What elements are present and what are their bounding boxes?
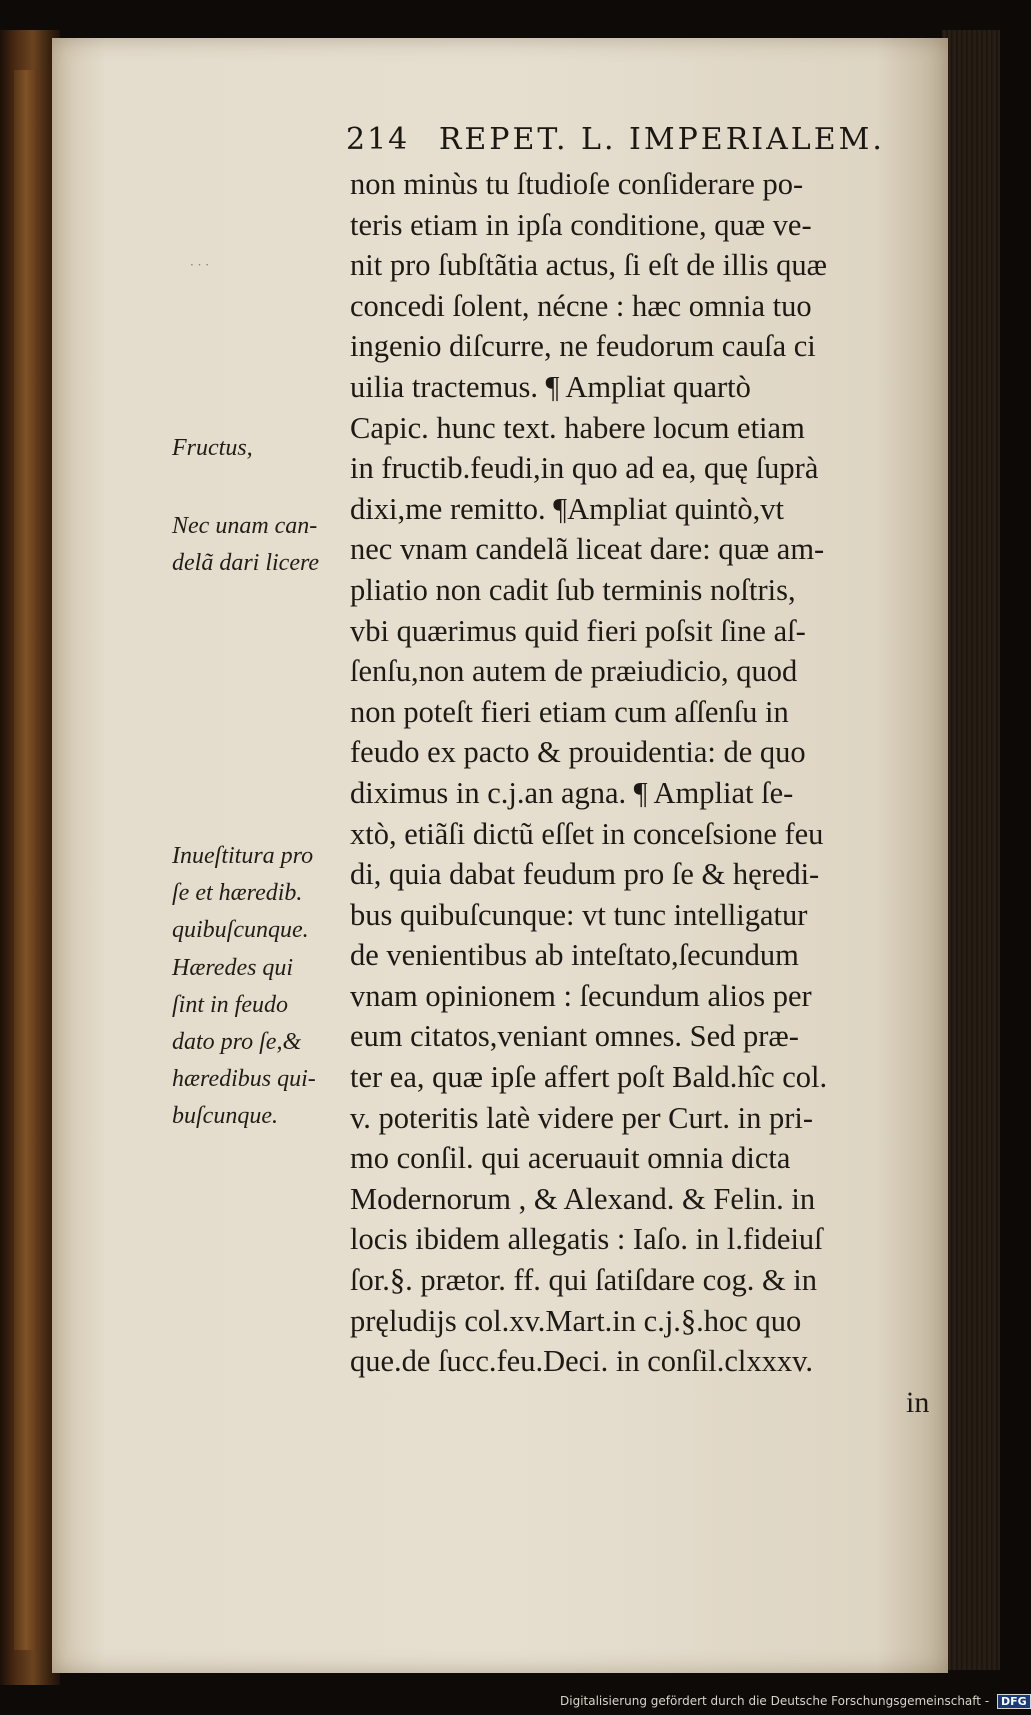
digitization-footer [560, 1694, 1027, 1714]
dfg-logo: DFG [997, 1694, 1031, 1709]
margin-note-candela [172, 508, 319, 582]
text-line: in fructib.feudi,in quo ad ea, quę ſuprà [350, 451, 819, 486]
text-line: pręludijs col.xv.Mart.in c.j.§.hoc quo [350, 1303, 802, 1338]
book-spine-edge [0, 30, 60, 1685]
margin-note-line: delã dari licere [172, 550, 320, 576]
text-line: ſor.§. prætor. ff. qui ſatiſdare cog. & in [350, 1263, 818, 1298]
text-line: v. poteritis latè videre per Curt. in pri- [350, 1100, 814, 1135]
margin-note-inuestitura [172, 838, 313, 949]
margin-note-haeredes [172, 950, 316, 1135]
text-line: ſenſu,non autem de præiudicio, quod [350, 654, 798, 689]
text-line: mo conſil. qui aceruauit omnia dicta [350, 1141, 791, 1176]
text-line: dixi,me remitto. ¶Ampliat quintò,vt [350, 491, 784, 526]
margin-note-line: ſe et hæredib. [172, 880, 303, 906]
text-line: de venientibus ab inteſtato,ſecundum [350, 938, 799, 973]
catchword: in [906, 1386, 930, 1419]
text-line: teris etiam in ipſa conditione, quæ ve- [350, 207, 812, 242]
text-line: non minùs tu ſtudioſe conſiderare po- [350, 167, 804, 201]
main-text-column [350, 164, 950, 1382]
text-line: pliatio non cadit ſub terminis noſtris, [350, 572, 796, 607]
text-line: diximus in c.j.an agna. ¶ Ampliat ſe- [350, 775, 794, 810]
ink-speck: · · · [190, 258, 210, 272]
margin-note-line: Inueſtitura pro [172, 843, 314, 869]
margin-note-line: buſcunque. [172, 1103, 278, 1129]
text-line: xtò, etiãſi dictũ eſſet in conceſsione feu [350, 816, 824, 851]
text-line: concedi ſolent, nécne : hæc omnia tuo [350, 288, 812, 323]
text-line: locis ibidem allegatis : Iaſo. in l.fideiuſ [350, 1222, 823, 1257]
text-line: non poteſt fieri etiam cum aſſenſu in [350, 694, 789, 729]
margin-note-line: Fructus, [172, 435, 253, 461]
page-number: 214 [346, 122, 410, 157]
margin-note-line: Hæredes qui [172, 955, 294, 981]
text-line: ter ea, quæ ipſe affert poſt Bald.hîc col. [350, 1060, 828, 1095]
text-line: uilia tractemus. ¶ Ampliat quartò [350, 369, 751, 404]
margin-note-line: quibuſcunque. [172, 917, 309, 943]
text-line: nec vnam candelã liceat dare: quæ am- [350, 532, 825, 567]
footer-text: Digitalisierung gefördert durch die Deutsche Forschungsgemeinschaft - [560, 1694, 990, 1708]
running-title: REPET. L. IMPERIALEM. [438, 122, 885, 157]
text-line: que.de ſucc.feu.Deci. in conſil.clxxxv. [350, 1344, 813, 1379]
text-line: bus quibuſcunque: vt tunc intelligatur [350, 897, 808, 932]
margin-note-line: Nec unam can- [172, 513, 318, 539]
margin-note-line: dato pro ſe,& [172, 1029, 302, 1055]
text-line: vbi quærimus quid fieri poſsit ſine aſ- [350, 613, 806, 648]
running-header [346, 122, 906, 162]
text-line: vnam opinionem : ſecundum alios per [350, 978, 812, 1013]
margin-note-line: ſint in feudo [172, 992, 288, 1018]
text-line: Capic. hunc text. habere locum etiam [350, 410, 805, 445]
text-line: ingenio diſcurre, ne feudorum cauſa ci [350, 329, 816, 364]
text-line: di, quia dabat feudum pro ſe & hęredi- [350, 857, 820, 892]
text-line: Modernorum , & Alexand. & Felin. in [350, 1181, 816, 1216]
page-stack-edge [942, 30, 1000, 1670]
spine-binding [14, 70, 38, 1650]
margin-note-line: hæredibus qui- [172, 1066, 316, 1092]
text-line: nit pro ſubſtãtia actus, ſi eſt de illis quæ [350, 248, 827, 283]
text-line: eum citatos,veniant omnes. Sed præ- [350, 1019, 799, 1054]
margin-note-fructus [172, 430, 253, 467]
text-line: feudo ex pacto & prouidentia: de quo [350, 735, 806, 770]
